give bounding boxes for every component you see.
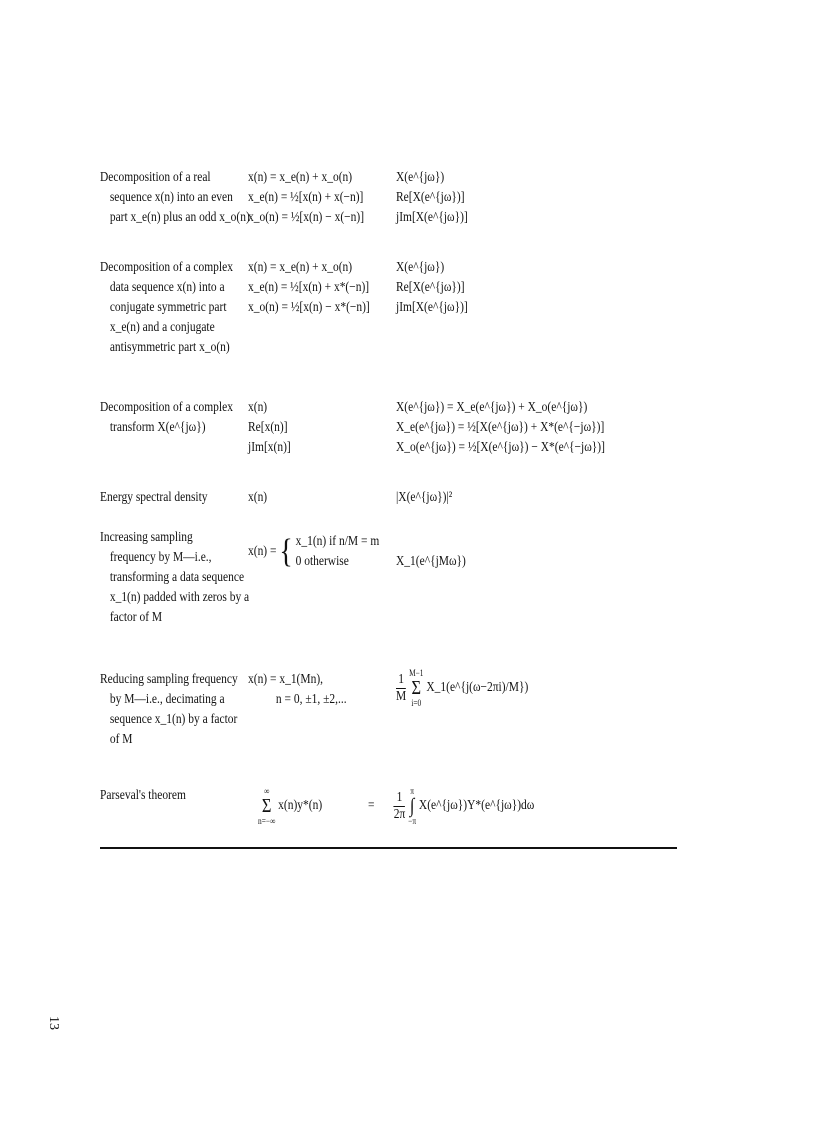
description-line: Energy spectral density bbox=[100, 490, 208, 505]
integral-upper-limit: π bbox=[410, 786, 414, 796]
description-line: part x_e(n) plus an odd x_o(n) bbox=[109, 210, 250, 225]
formula-line: X_1(e^{j(ω−2πi)/M}) bbox=[426, 680, 529, 695]
integral bbox=[408, 786, 416, 826]
formula-line: jIm[X(e^{jω})] bbox=[396, 210, 468, 225]
description-line: data sequence x(n) into a bbox=[109, 280, 225, 295]
description-line: Decomposition of a real bbox=[100, 170, 211, 185]
integral-icon: ∫ bbox=[409, 795, 415, 817]
denominator: 2π bbox=[393, 806, 406, 822]
formula-line: X_1(e^{jMω}) bbox=[396, 554, 466, 569]
description-line: of M bbox=[109, 732, 133, 747]
formula-line: Re[X(e^{jω})] bbox=[396, 280, 465, 295]
description-line: by M—i.e., decimating a bbox=[109, 692, 225, 707]
formula-line: X_e(e^{jω}) = ½[X(e^{jω}) + X*(e^{−jω})] bbox=[396, 420, 605, 435]
left-brace: { bbox=[279, 533, 293, 570]
description-line: factor of M bbox=[109, 610, 163, 625]
sequence-formula bbox=[248, 670, 347, 710]
formula-line: n = 0, ±1, ±2,... bbox=[275, 692, 347, 707]
formula-line: Re[x(n)] bbox=[248, 420, 288, 435]
formula-line: X(e^{jω})Y*(e^{jω})dω bbox=[418, 798, 535, 813]
property-description bbox=[100, 670, 239, 750]
property-description bbox=[100, 488, 239, 508]
formula-line: x(n) = x_1(Mn), bbox=[248, 672, 324, 687]
equals-sign: = bbox=[368, 798, 375, 813]
sigma-icon: Σ bbox=[261, 795, 272, 817]
description-line: Decomposition of a complex bbox=[100, 260, 233, 275]
description-line: antisymmetric part x_o(n) bbox=[109, 340, 230, 355]
sequence-formula bbox=[248, 258, 370, 318]
transform-formula bbox=[368, 786, 534, 826]
table-bottom-rule bbox=[100, 847, 677, 849]
description-line: x_e(n) and a conjugate bbox=[109, 320, 215, 335]
sequence-formula bbox=[248, 488, 267, 508]
page-number: 13 bbox=[46, 1016, 61, 1030]
formula-line: x(n) bbox=[248, 490, 268, 505]
transform-formula bbox=[396, 258, 468, 318]
sigma-icon: Σ bbox=[411, 677, 422, 699]
formula-line: x(n)y*(n) bbox=[278, 798, 323, 813]
numerator: 1 bbox=[396, 672, 406, 689]
description-line: Decomposition of a complex bbox=[100, 400, 233, 415]
formula-line: X_o(e^{jω}) = ½[X(e^{jω}) − X*(e^{−jω})] bbox=[396, 440, 605, 455]
summation bbox=[258, 786, 275, 826]
sequence-formula bbox=[258, 786, 322, 826]
fraction bbox=[394, 790, 406, 823]
sequence-formula bbox=[248, 398, 291, 458]
formula-line: |X(e^{jω})|² bbox=[396, 490, 453, 505]
formula-line: X(e^{jω}) = X_e(e^{jω}) + X_o(e^{jω}) bbox=[396, 400, 588, 415]
property-description bbox=[100, 528, 250, 628]
sequence-formula bbox=[248, 532, 379, 572]
formula-line: 0 otherwise bbox=[295, 554, 349, 569]
fraction bbox=[396, 672, 406, 705]
sum-upper-limit: M−1 bbox=[409, 668, 424, 678]
denominator: M bbox=[396, 688, 407, 704]
summation bbox=[409, 668, 423, 708]
property-description bbox=[100, 168, 250, 228]
sum-lower-limit: n=−∞ bbox=[258, 816, 276, 826]
sum-lower-limit: i=0 bbox=[411, 698, 422, 708]
formula-line: x_o(n) = ½[x(n) − x*(−n)] bbox=[248, 300, 370, 315]
property-description bbox=[100, 786, 239, 806]
formula-line: x(n) = x_e(n) + x_o(n) bbox=[248, 260, 353, 275]
description-line: sequence x(n) into an even bbox=[109, 190, 233, 205]
formula-line: x(n) bbox=[248, 400, 268, 415]
description-line: transforming a data sequence bbox=[109, 570, 245, 585]
transform-formula bbox=[396, 168, 468, 228]
formula-line: x(n) = x_e(n) + x_o(n) bbox=[248, 170, 353, 185]
formula-line: Re[X(e^{jω})] bbox=[396, 190, 465, 205]
property-description bbox=[100, 398, 239, 438]
formula-line: X(e^{jω}) bbox=[396, 260, 445, 275]
formula-line: jIm[X(e^{jω})] bbox=[396, 300, 468, 315]
description-line: Increasing sampling bbox=[100, 530, 193, 545]
numerator: 1 bbox=[394, 790, 406, 807]
formula-line: x_e(n) = ½[x(n) + x*(−n)] bbox=[248, 280, 370, 295]
transform-formula bbox=[396, 668, 528, 708]
formula-line: jIm[x(n)] bbox=[248, 440, 291, 455]
formula-line: x_e(n) = ½[x(n) + x(−n)] bbox=[248, 190, 364, 205]
formula-line: x(n) = bbox=[248, 544, 277, 559]
integral-lower-limit: −π bbox=[408, 816, 417, 826]
transform-formula bbox=[396, 552, 466, 572]
property-description bbox=[100, 258, 239, 358]
formula-line: x_o(n) = ½[x(n) − x(−n)] bbox=[248, 210, 365, 225]
description-line: frequency by M—i.e., bbox=[109, 550, 212, 565]
formula-line: X(e^{jω}) bbox=[396, 170, 445, 185]
sequence-formula bbox=[248, 168, 364, 228]
transform-formula bbox=[396, 398, 605, 458]
description-line: transform X(e^{jω}) bbox=[109, 420, 206, 435]
transform-formula bbox=[396, 488, 452, 508]
description-line: Reducing sampling frequency bbox=[100, 672, 238, 687]
description-line: conjugate symmetric part bbox=[109, 300, 227, 315]
description-line: x_1(n) padded with zeros by a bbox=[109, 590, 250, 605]
description-line: sequence x_1(n) by a factor bbox=[109, 712, 238, 727]
description-line: Parseval's theorem bbox=[100, 788, 186, 803]
formula-line: x_1(n) if n/M = m bbox=[295, 534, 380, 549]
sum-upper-limit: ∞ bbox=[264, 786, 270, 796]
